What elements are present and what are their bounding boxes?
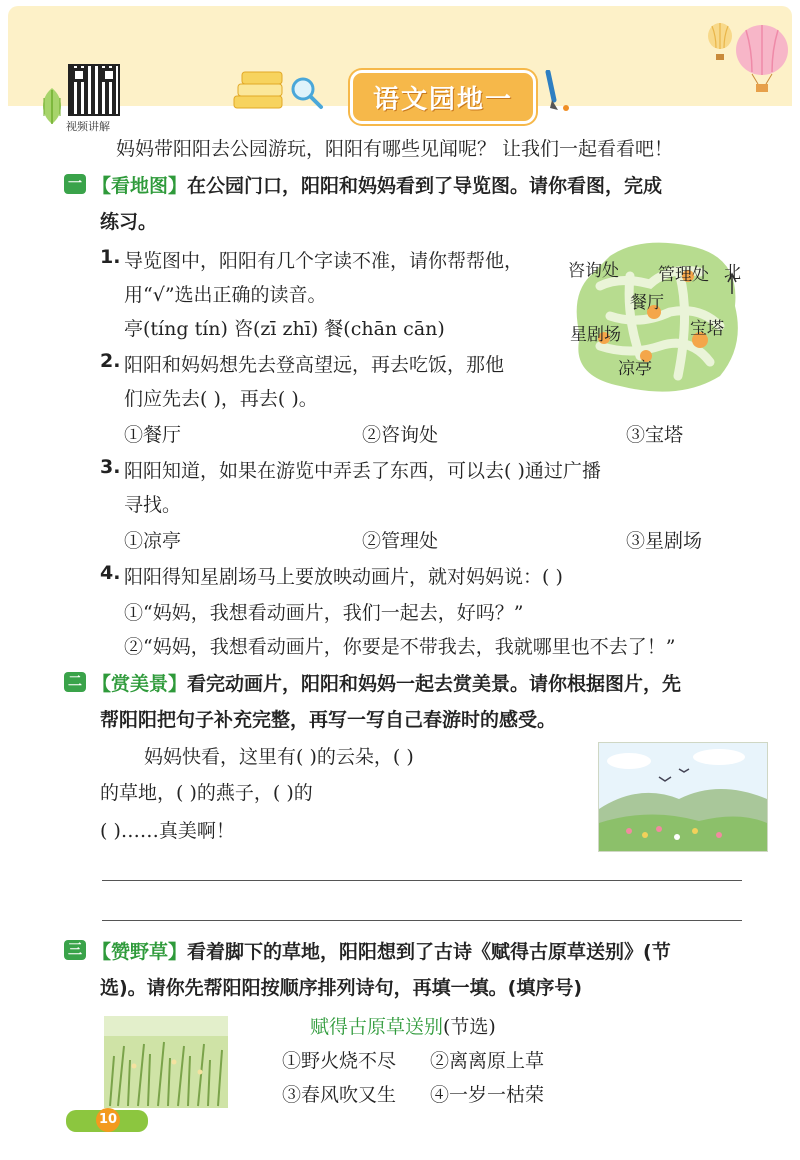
q1-number: 1. (100, 246, 121, 268)
small-balloon-icon (706, 22, 734, 62)
q2-number: 2. (100, 350, 121, 372)
brush-icon (538, 70, 572, 114)
q2-option-2[interactable]: ②咨询处 (362, 424, 439, 446)
q1-line2: 用“√”选出正确的读音。 (124, 284, 327, 306)
q3-option-1[interactable]: ①凉亭 (124, 530, 182, 552)
spring-scene-picture (598, 742, 768, 852)
fill-line2: 的草地，( )的燕子，( )的 (100, 782, 313, 804)
poem-title (310, 1012, 496, 1039)
section-1-text-line2: 练习。 (100, 211, 158, 233)
section-3-text-line1: 看着脚下的草地，阳阳想到了古诗《赋得古原草送别》(节 (187, 941, 671, 963)
intro-text: 妈妈带阳阳去公园游玩，阳阳有哪些见闻呢？ 让我们一起看看吧！ (116, 138, 674, 160)
map-label-consult: 咨询处 (568, 261, 619, 281)
section-1-number: 一 (64, 174, 86, 194)
section-2-text-line1: 看完动画片，阳阳和妈妈一起去赏美景。请你根据图片，先 (187, 673, 682, 695)
q2-line2: 们应先去( )，再去( )。 (124, 388, 318, 410)
writing-line-1[interactable] (102, 880, 742, 881)
section-2-number: 二 (64, 672, 86, 692)
poem-line-4: ④一岁一枯荣 (430, 1084, 545, 1106)
section-2-tag: 【赏美景】 (92, 673, 188, 695)
section-1-text-line1: 在公园门口，阳阳和妈妈看到了导览图。请你看图，完成 (187, 175, 663, 197)
leaf-icon (36, 86, 68, 126)
q3-number: 3. (100, 456, 121, 478)
grassland-picture (104, 1016, 228, 1108)
q2-line1: 阳阳和妈妈想先去登高望远，再去吃饭，那他 (124, 354, 505, 376)
section-3-text-line2: 选)。请你先帮阳阳按顺序排列诗句，再填一填。(填序号) (100, 977, 583, 999)
map-label-restaurant: 餐厅 (630, 293, 664, 313)
poem-title-suffix: (节选) (443, 1016, 496, 1038)
poem-line-2: ②离离原上草 (430, 1050, 545, 1072)
q1-line1: 导览图中，阳阳有几个字读不准，请你帮帮他， (124, 250, 524, 272)
fill-line1: 妈妈快看，这里有( )的云朵，( ) (144, 746, 414, 768)
page-title-box (350, 70, 536, 124)
map-label-management: 管理处 (658, 265, 709, 285)
section-1-heading (92, 171, 662, 198)
fill-line3: ( )……真美啊！ (100, 820, 235, 842)
section-1-tag: 【看地图】 (92, 175, 188, 197)
map-label-north: 北 (724, 263, 741, 283)
books-icon (230, 70, 288, 114)
q4-option-1[interactable]: ①“妈妈，我想看动画片，我们一起去，好吗？” (124, 602, 524, 624)
q3-option-3[interactable]: ③星剧场 (626, 530, 703, 552)
page-title: 语文园地一 (372, 85, 513, 115)
poem-line-1: ①野火烧不尽 (282, 1050, 397, 1072)
section-3-number: 三 (64, 940, 86, 960)
section-3-heading (92, 937, 671, 964)
poem-line-3: ③春风吹又生 (282, 1084, 397, 1106)
q4-line1: 阳阳得知星剧场马上要放映动画片，就对妈妈说：( ) (124, 566, 563, 588)
map-label-pavilion: 凉亭 (618, 359, 652, 379)
magnifier-icon (290, 76, 324, 110)
map-label-theater: 星剧场 (570, 325, 621, 345)
qr-label: 视频讲解 (66, 120, 110, 133)
q2-option-3[interactable]: ③宝塔 (626, 424, 684, 446)
q3-line2: 寻找。 (124, 494, 182, 516)
section-2-heading (92, 669, 681, 696)
map-label-pagoda: 宝塔 (690, 319, 724, 339)
q3-option-2[interactable]: ②管理处 (362, 530, 439, 552)
q2-option-1[interactable]: ①餐厅 (124, 424, 182, 446)
q1-line3: 亭(tíng tín) 咨(zī zhī) 餐(chān cān) (124, 318, 445, 340)
section-3-tag: 【赞野草】 (92, 941, 188, 963)
q4-number: 4. (100, 562, 121, 584)
qr-code-icon[interactable] (68, 64, 120, 116)
section-2-text-line2: 帮阳阳把句子补充完整，再写一写自己春游时的感受。 (100, 709, 557, 731)
poem-title-text: 赋得古原草送别 (310, 1016, 444, 1038)
q4-option-2[interactable]: ②“妈妈，我想看动画片，你要是不带我去，我就哪里也不去了！” (124, 636, 676, 658)
q3-line1: 阳阳知道，如果在游览中弄丢了东西，可以去( )通过广播 (124, 460, 601, 482)
hot-air-balloon-icon (734, 24, 790, 94)
page-number: 10 (96, 1108, 120, 1132)
writing-line-2[interactable] (102, 920, 742, 921)
